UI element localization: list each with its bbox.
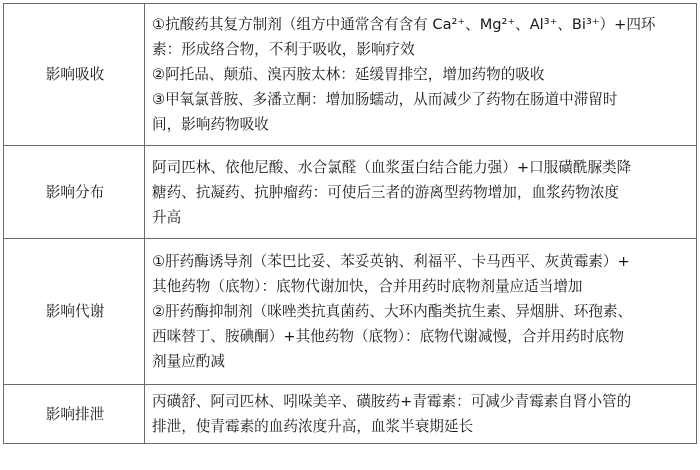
content-line: 糖药、抗凝药、抗肿瘤药：可使后三者的游离型药物增加，血浆药物浓度 [152,183,620,201]
content-line: 丙磺舒、阿司匹林、吲哚美辛、磺胺药+青霉素：可减少青霉素自肾小管的 [152,393,632,410]
table-row-metabolism [4,239,697,385]
content-line: 排泄，使青霉素的血药浓度升高，血浆半衰期延长 [152,418,474,435]
content-line: 阿司匹林、依他尼酸、水合氯醛（血浆蛋白结合能力强）+口服磺酰脲类降 [152,158,632,176]
content-line: ②阿托品、颠茄、溴丙胺太林：延缓胃排空，增加药物的吸收 [152,66,545,83]
row-content [145,239,697,385]
content-line: ③甲氧氯普胺、多潘立酮：增加肠蠕动，从而减少了药物在肠道中滞留时 [152,91,618,108]
content-line: 剂量应酌减 [152,353,225,370]
table-row-excretion [4,385,697,444]
content-line: ②肝药酶抑制剂（咪唑类抗真菌药、大环内酯类抗生素、异烟肼、环孢素、 [152,303,633,320]
table-row-absorption [4,4,697,146]
row-content [145,385,697,444]
content-line: 间，影响药物吸收 [152,116,269,133]
row-heading: 影响分布 [4,146,145,239]
content-line: ①肝药酶诱导剂（苯巴比妥、苯妥英钠、利福平、卡马西平、灰黄霉素）+ [152,253,630,270]
row-heading: 影响代谢 [4,239,145,385]
content-line: 其他药物（底物）：底物代谢加快，合并用药时底物剂量应适当增加 [152,278,583,295]
row-heading: 影响排泄 [4,385,145,444]
row-heading: 影响吸收 [4,4,145,146]
content-line: 升高 [152,208,182,226]
row-content [145,4,697,146]
row-content [145,146,697,239]
drug-interaction-table [3,3,697,444]
content-line: 西咪替丁、胺碘酮）+其他药物（底物）：底物代谢减慢，合并用药时底物 [152,328,624,345]
table-row-distribution [4,146,697,239]
content-line: 素：形成络合物，不利于吸收，影响疗效 [152,41,415,58]
content-line: ①抗酸药其复方制剂（组方中通常含有含有 Ca²⁺、Mg²⁺、Al³⁺、Bi³⁺）+四环 [152,16,656,33]
